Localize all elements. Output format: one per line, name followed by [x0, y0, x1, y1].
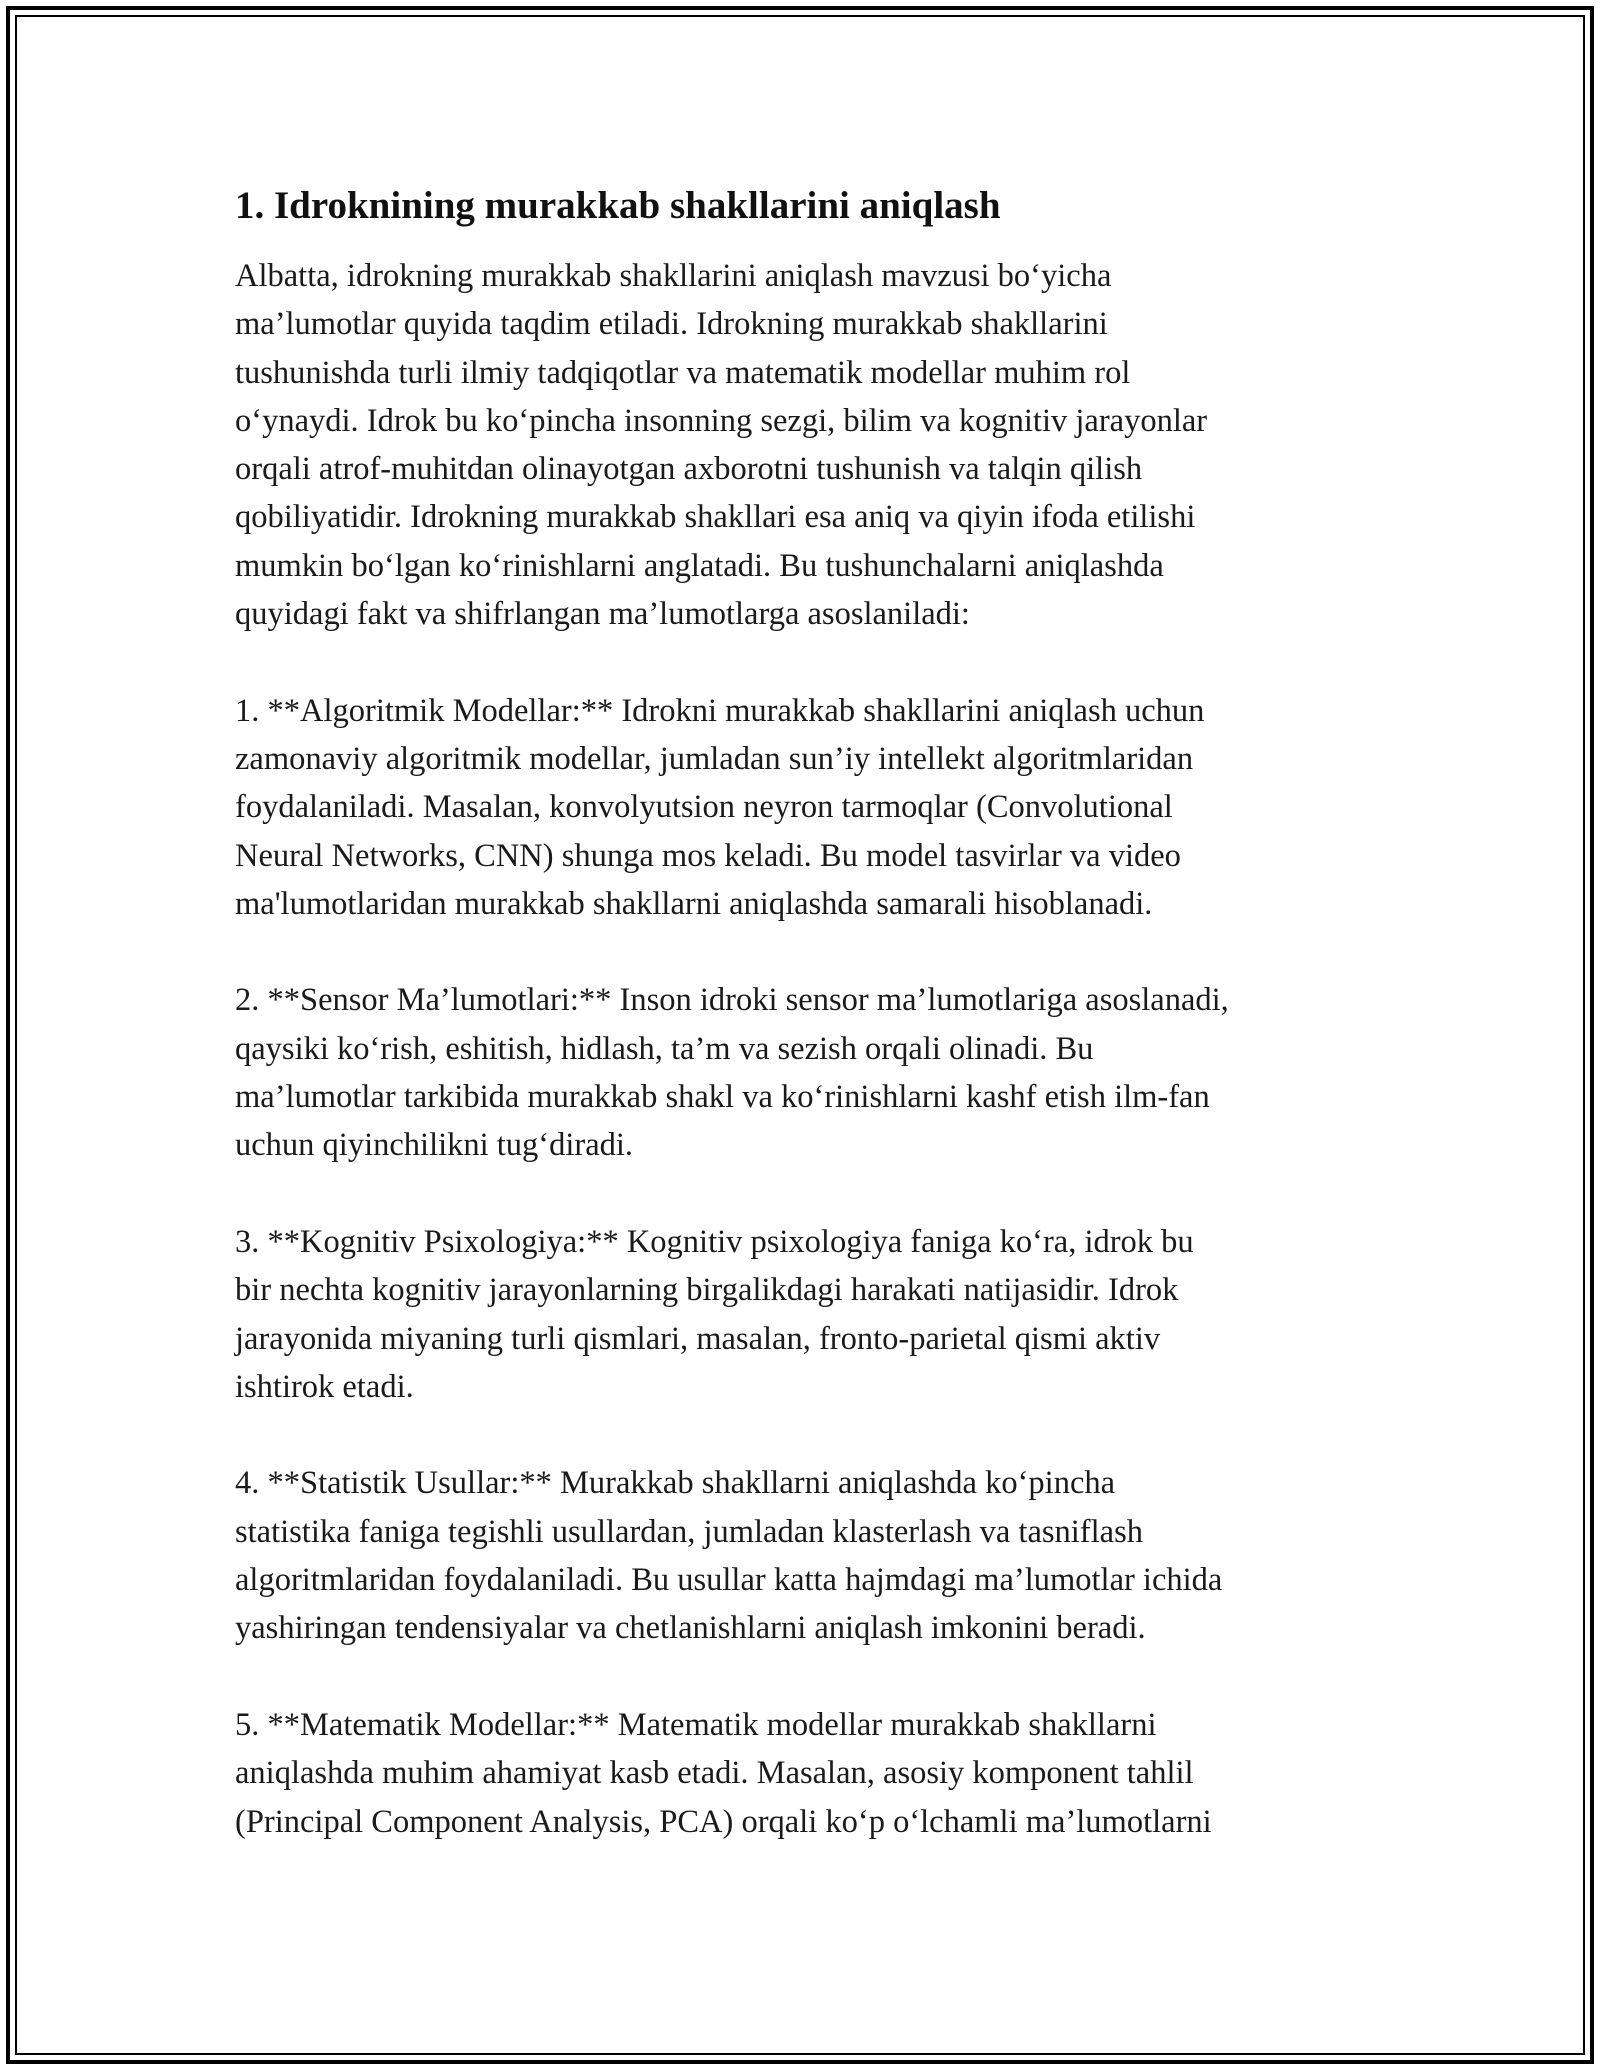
list-item-sensor-data: 2. **Sensor Ma’lumotlari:** Inson idroki sensor ma’lumotlariga asoslanadi, qaysiki ko‘rish, eshitish, hidlash, ta’m va sezish orqali olinadi. Bu ma’lumotlar tarkibida murakkab shakl va ko‘rinishlarni kashf etish ilm-fan uchun qiyinchilikni tug‘diradi. [235, 982, 1229, 1164]
intro-paragraph: Albatta, idrokning murakkab shakllarini aniqlash mavzusi bo‘yicha ma’lumotlar quyida taqdim etiladi. Idrokning murakkab shakllarini tushunishda turli ilmiy tadqiqotlar va matematik modellar muhim rol o‘ynaydi. Idrok bu ko‘pincha insonning sezgi, bilim va kognitiv jarayonlar orqali atrof-muhitdan olinayotgan axborotni tushunish va talqin qilish qobiliyatidir. Idrokning murakkab shakllari esa aniq va qiyin ifoda etilishi mumkin bo‘lgan ko‘rinishlarni anglatadi. Bu tushunchalarni aniqlashda quyidagi fakt va shifrlangan ma’lumotlarga asoslaniladi: [235, 258, 1208, 633]
list-item-algorithmic-models: 1. **Algoritmik Modellar:** Idrokni murakkab shakllarini aniqlash uchun zamonaviy algoritmik modellar, jumladan sun’iy intellekt algoritmlaridan foydalaniladi. Masalan, konvolyutsion neyron tarmoqlar (Convolutional Neural Networks, CNN) shunga mos keladi. Bu model tasvirlar va video ma'lumotlaridan murakkab shakllarni aniqlashda samarali hisoblanadi. [235, 692, 1205, 922]
section-heading: 1. Idroknining murakkab shakllarini aniqlash [235, 184, 1001, 227]
list-item-mathematical-models: 5. **Matematik Modellar:** Matematik modellar murakkab shakllarni aniqlashda muhim ahamiyat kasb etadi. Masalan, asosiy komponent tahlil (Principal Component Analysis, PCA) orqali ko‘p o‘lchamli ma’lumotlarni [235, 1706, 1212, 1840]
document-body [235, 182, 1385, 1846]
list-item-cognitive-psychology: 3. **Kognitiv Psixologiya:** Kognitiv psixologiya faniga ko‘ra, idrok bu bir nechta kognitiv jarayonlarning birgalikdagi harakati natijasidir. Idrok jarayonida miyaning turli qismlari, masalan, fronto-parietal qismi aktiv ishtirok etadi. [235, 1223, 1194, 1405]
list-item-statistical-methods: 4. **Statistik Usullar:** Murakkab shakllarni aniqlashda ko‘pincha statistika faniga tegishli usullardan, jumladan klasterlash va tasniflash algoritmlaridan foydalaniladi. Bu usullar katta hajmdagi ma’lumotlar ichida yashiringan tendensiyalar va chetlanishlarni aniqlash imkonini beradi. [235, 1465, 1223, 1647]
